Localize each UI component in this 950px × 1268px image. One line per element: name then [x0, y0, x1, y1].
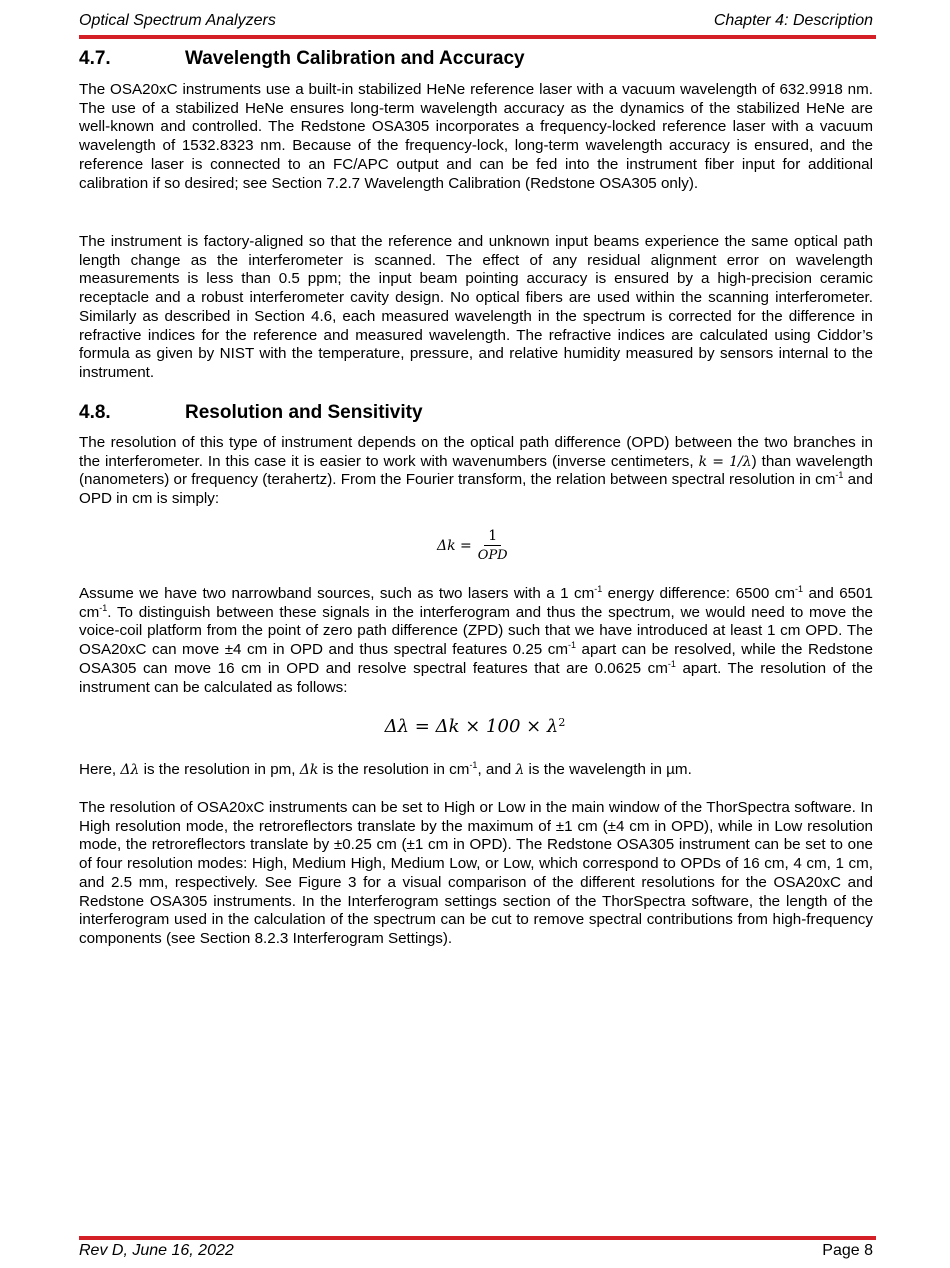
equation-delta-k [437, 528, 508, 563]
header-left: Optical Spectrum Analyzers [79, 12, 276, 29]
footer-rule [79, 1236, 876, 1240]
section-title: Wavelength Calibration and Accuracy [185, 48, 525, 69]
footer-right: Page 8 [822, 1242, 873, 1259]
math-k: k = 1/λ [698, 453, 752, 470]
section-4-8-heading [79, 402, 423, 424]
section-4-7-heading [79, 48, 525, 70]
s48-paragraph-2: Assume we have two narrowband sources, such as two lasers with a 1 $cm^{-1}$ energy difference: 6500 $cm^{-1}$ and 6501 $cm^{-1}$. To distinguish between these signals in the interferogram and thus the spectrum, we would need to move the voice-coil platform from the point of zero path difference (ZPD) such that we have introduced at least 1 cm OPD. The OSA20xC can move ±4 cm in OPD and thus spectral features 0.25 $cm^{-1}$ apart can be resolved, while the Redstone OSA305 can move 16 cm in OPD and resolve spectral features that are 0.0625 $cm^{-1}$ apart. The resolution of the instrument can be calculated as follows: [79, 584, 873, 696]
s47-paragraph-2: The instrument is factory-aligned so that the reference and unknown input beams experience the same optical path length change as the interferometer is scanned. The effect of any residual alignment error on wavelength measurements is less than 0.5 ppm; the input beam pointing accuracy is ensured by a high-precision ceramic receptacle and a robust interferometer cavity design. No optical fibers are used within the scanning interferometer. Similarly as described in Section 4.6, each measured wavelength in the spectrum is corrected for the difference in refractive indices for the reference and measured wavelength. The refractive indices are calculated using Ciddor’s formula as given by NIST with the temperature, pressure, and relative humidity measured by sensors internal to the instrument. [79, 233, 873, 381]
section-number: 4.8. [79, 402, 111, 423]
s48-paragraph-4: The resolution of OSA20xC instruments can be set to High or Low in the main window of the ThorSpectra software. In High resolution mode, the retroreflectors translate by the maximum of ±1 cm (±4 cm in OPD), while in Low resolution mode, the retroreflectors translate by ±0.25 cm (±1 cm in OPD). The Redstone OSA305 instrument can be set to one of four resolution modes: High, Medium High, Medium Low, or Low, which correspond to OPDs of 16 cm, 4 cm, 1 cm, and 2.5 mm, respectively. See Figure 3 for a visual comparison of the different resolutions for the OSA20xC and Redstone OSA305 instruments. In the Interferogram settings section of the ThorSpectra software, the length of the interferogram used in the calculation of the spectrum can be cut to remove spectral contributions from high-frequency components (see Section 8.2.3 Interferogram Settings). [79, 799, 873, 947]
section-title: Resolution and Sensitivity [185, 402, 423, 423]
numerator: 1 [484, 528, 501, 546]
s48-paragraph-3: Here, Δλ is the resolution in pm, Δk is the resolution in $cm^{-1}$, and λ is the wavelength in µm. [79, 760, 692, 778]
page-header [79, 12, 873, 34]
header-rule [79, 35, 876, 39]
s48-paragraph-1: The resolution of this type of instrument depends on the optical path difference (OPD) between the two branches in the interferometer. In this case it is easier to work with wavenumbers (inverse centimeters, k = 1/λ) than wavelength (nanometers) or frequency (terahertz). From the Fourier transform, the relation between spectral resolution in $cm^{-1}$ and OPD in cm is simply: [79, 434, 874, 508]
denominator: OPD [477, 548, 508, 563]
header-right: Chapter 4: Description [713, 12, 873, 29]
footer-left: Rev D, June 16, 2022 [79, 1242, 234, 1259]
s47-paragraph-1: The OSA20xC instruments use a built-in stabilized HeNe reference laser with a vacuum wavelength of 632.9918 nm. The use of a stabilized HeNe ensures long-term wavelength accuracy as the dynamics of the stabilized HeNe are well-known and controlled. The Redstone OSA305 incorporates a frequency-locked reference laser with a vacuum wavelength of 1532.8323 nm. Because of the frequency-lock, long-term wavelength accuracy is ensured, and the reference laser is connected to an FC/APC output and can be fed into the instrument fiber input for additional calibration if so desired; see Section 7.2.7 Wavelength Calibration (Redstone OSA305 only). [79, 81, 873, 192]
fraction [478, 528, 508, 563]
section-number: 4.7. [79, 48, 111, 69]
equation-lhs: Δk = [437, 537, 472, 554]
equation-delta-lambda: $\Delta\lambda = \Delta k \times 100 \times \lambda^2$ [384, 716, 566, 737]
page-footer [79, 1242, 873, 1260]
